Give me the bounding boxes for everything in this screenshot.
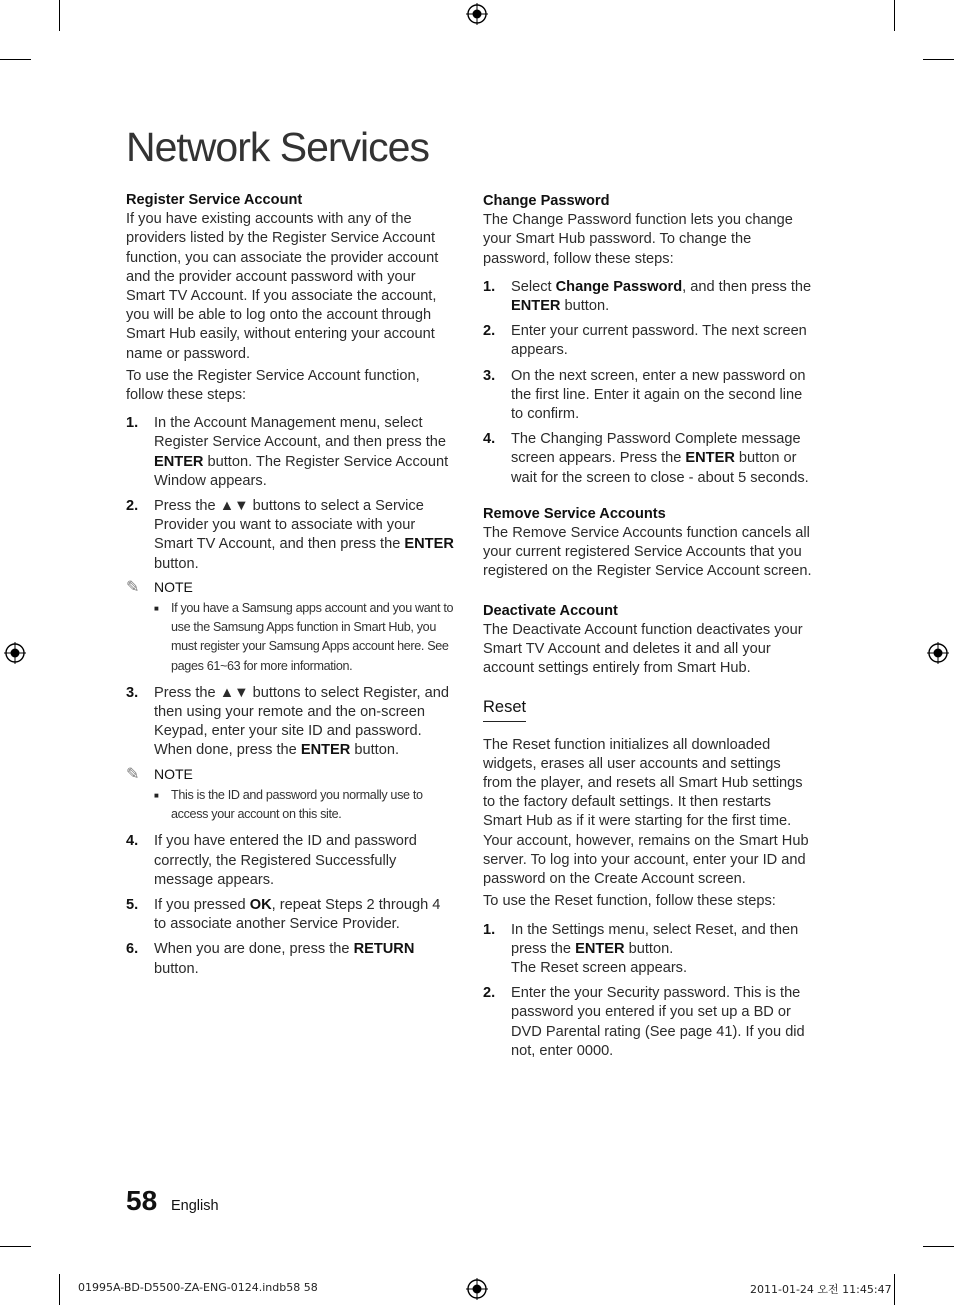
- list-item: [126, 414, 456, 491]
- text: button.: [154, 960, 199, 977]
- step-text: [154, 414, 456, 491]
- text: button.: [560, 298, 610, 315]
- text: In the Account Management menu, select Register Service Account, and then press the: [154, 415, 447, 451]
- step-number: 2.: [483, 323, 496, 340]
- bullet-square-icon: ■: [154, 604, 159, 614]
- text: button.: [624, 940, 674, 957]
- step-number: 1.: [483, 278, 496, 295]
- step-number: 3.: [483, 367, 496, 384]
- pencil-icon: ✎: [126, 578, 140, 596]
- text: button or wait for the screen to close - about 5 seconds.: [511, 450, 809, 486]
- text: button.: [350, 742, 399, 759]
- text: , and then press the: [682, 278, 812, 295]
- note-text: This is the ID and password you normally use to access your account on this site.: [171, 787, 423, 822]
- section-heading-register: Register Service Account: [126, 192, 303, 208]
- step-text: [511, 430, 813, 488]
- paragraph: The Deactivate Account function deactivates your Smart TV Account and deletes it and all your account settings entirely from Smart Hub.: [483, 621, 803, 677]
- text: The Changing Password Complete message screen appears. Press the: [511, 431, 801, 467]
- button-name: RETURN: [353, 941, 415, 958]
- menu-name: Change Password: [555, 278, 683, 295]
- step-text: If you have entered the ID and password correctly, the Registered Successfully message appears.: [154, 833, 417, 888]
- note-item: [154, 599, 456, 676]
- step-number: 1.: [483, 921, 496, 938]
- right-column: [483, 192, 813, 1061]
- list-item: [126, 896, 456, 934]
- list-item: [483, 984, 813, 1061]
- button-name: ENTER: [154, 453, 204, 470]
- button-name: ENTER: [511, 298, 561, 315]
- step-number: 4.: [483, 431, 496, 448]
- pencil-icon: ✎: [126, 765, 140, 783]
- note-label: NOTE: [154, 578, 193, 595]
- step-number: 2.: [126, 498, 139, 515]
- paragraph: To use the Reset function, follow these steps:: [483, 893, 776, 910]
- button-name: ENTER: [300, 742, 351, 759]
- crop-mark: [59, 0, 60, 31]
- note-label: NOTE: [154, 765, 193, 782]
- page-title: Network Services: [126, 124, 429, 170]
- text: In the Settings menu, select Reset, and then press the: [511, 921, 799, 957]
- page-language: English: [171, 1198, 219, 1214]
- list-item: [483, 322, 813, 360]
- step-text: On the next screen, enter a new password on the first line. Enter it again on the second line to confirm.: [511, 367, 806, 423]
- step-text: Enter your current password. The next screen appears.: [511, 323, 807, 359]
- paragraph: The Remove Service Accounts function cancels all your current registered Service Accounts that you registered on the Register Service Account screen.: [483, 525, 812, 580]
- text: , repeat Steps 2 through 4 to associate another Service Provider.: [154, 896, 441, 933]
- page-number: 58: [126, 1185, 158, 1216]
- text: Press the ▲▼ buttons to select a Service Provider you want to associate with your Smart TV Account, and then press the: [154, 498, 424, 553]
- registration-mark-icon: [466, 3, 488, 25]
- list-item: [126, 684, 456, 761]
- crop-mark: [923, 1246, 954, 1247]
- paragraph: If you have existing accounts with any of the providers listed by the Register Service Account function, you can associate the provider account and the provider account password with your Smart TV Account. If you associate the account, you will be able to log onto the account through Smart Hub easily, without entering your account name or password.: [126, 211, 439, 362]
- step-text: [154, 684, 456, 761]
- button-name: ENTER: [685, 450, 735, 467]
- list-item: [483, 921, 813, 979]
- section-heading-reset: Reset: [483, 698, 526, 721]
- step-number: 3.: [126, 684, 139, 701]
- crop-mark: [59, 1274, 60, 1305]
- text: If you pressed: [154, 896, 250, 913]
- text: The Reset screen appears.: [511, 959, 688, 976]
- registration-mark-icon: [927, 642, 949, 664]
- step-text: [154, 940, 456, 978]
- crop-mark: [923, 59, 954, 60]
- step-number: 4.: [126, 833, 139, 850]
- slug-date: 2011-01-24 오전 11:45:47: [750, 1283, 892, 1296]
- note-header: [126, 578, 456, 597]
- button-name: OK: [249, 896, 272, 913]
- list-item: [483, 278, 813, 316]
- step-text: [511, 921, 813, 979]
- text: button.: [154, 555, 199, 572]
- button-name: ENTER: [575, 940, 625, 957]
- list-item: [483, 367, 813, 425]
- registration-mark-icon: [4, 642, 26, 664]
- step-number: 6.: [126, 941, 139, 958]
- text: When you are done, press the: [154, 941, 354, 958]
- crop-mark: [894, 0, 895, 31]
- step-number: 1.: [126, 415, 139, 432]
- list-item: [126, 832, 456, 890]
- step-number: 5.: [126, 896, 139, 913]
- button-name: ENTER: [404, 536, 454, 553]
- step-number: 2.: [483, 985, 496, 1002]
- step-text: [154, 497, 456, 574]
- paragraph: The Reset function initializes all downloaded widgets, erases all user accounts and settings from the player, and resets all Smart Hub settings to the factory default settings. It then restarts Smart Hub as if it were starting for the first time. Your account, however, remains on the Smart Hub server. To log into your account, enter your ID and password on the Create Account screen.: [483, 736, 809, 888]
- text: Press the ▲▼ buttons to select Register, and then using your remote and the on-screen Keypad, enter your site ID and password. When done, press the: [154, 684, 449, 759]
- list-item: [126, 497, 456, 574]
- crop-mark: [894, 1274, 895, 1305]
- section-heading-change-password: Change Password: [483, 193, 610, 209]
- crop-mark: [0, 59, 31, 60]
- paragraph: To use the Register Service Account function, follow these steps:: [126, 367, 420, 404]
- note-item: [154, 786, 456, 824]
- section-heading-deactivate: Deactivate Account: [483, 602, 618, 619]
- reset-heading-wrap: [483, 698, 813, 735]
- slug-file: 01995A-BD-D5500-ZA-ENG-0124.indb58 58: [78, 1281, 318, 1294]
- section-heading-remove-accounts: Remove Service Accounts: [483, 505, 666, 522]
- list-item: [483, 430, 813, 488]
- list-item: [126, 940, 456, 978]
- paragraph: The Change Password function lets you change your Smart Hub password. To change the password, follow these steps:: [483, 212, 793, 267]
- text: Select: [511, 278, 556, 295]
- step-text: [511, 278, 813, 316]
- step-text: Enter the your Security password. This is the password you entered if you set up a BD or DVD Parental rating (See page 41). If you did not, enter 0000.: [511, 985, 805, 1059]
- step-text: [154, 896, 456, 934]
- text: button. The Register Service Account Window appears.: [154, 453, 449, 489]
- bullet-square-icon: ■: [154, 790, 159, 800]
- left-column: [126, 191, 456, 979]
- note-header: [126, 765, 456, 784]
- crop-mark: [0, 1246, 31, 1247]
- registration-mark-icon: [466, 1278, 488, 1300]
- note-text: If you have a Samsung apps account and you want to use the Samsung Apps function in Smart Hub, you must register your Samsung Apps account here. See pages 61~63 for more information.: [171, 601, 454, 673]
